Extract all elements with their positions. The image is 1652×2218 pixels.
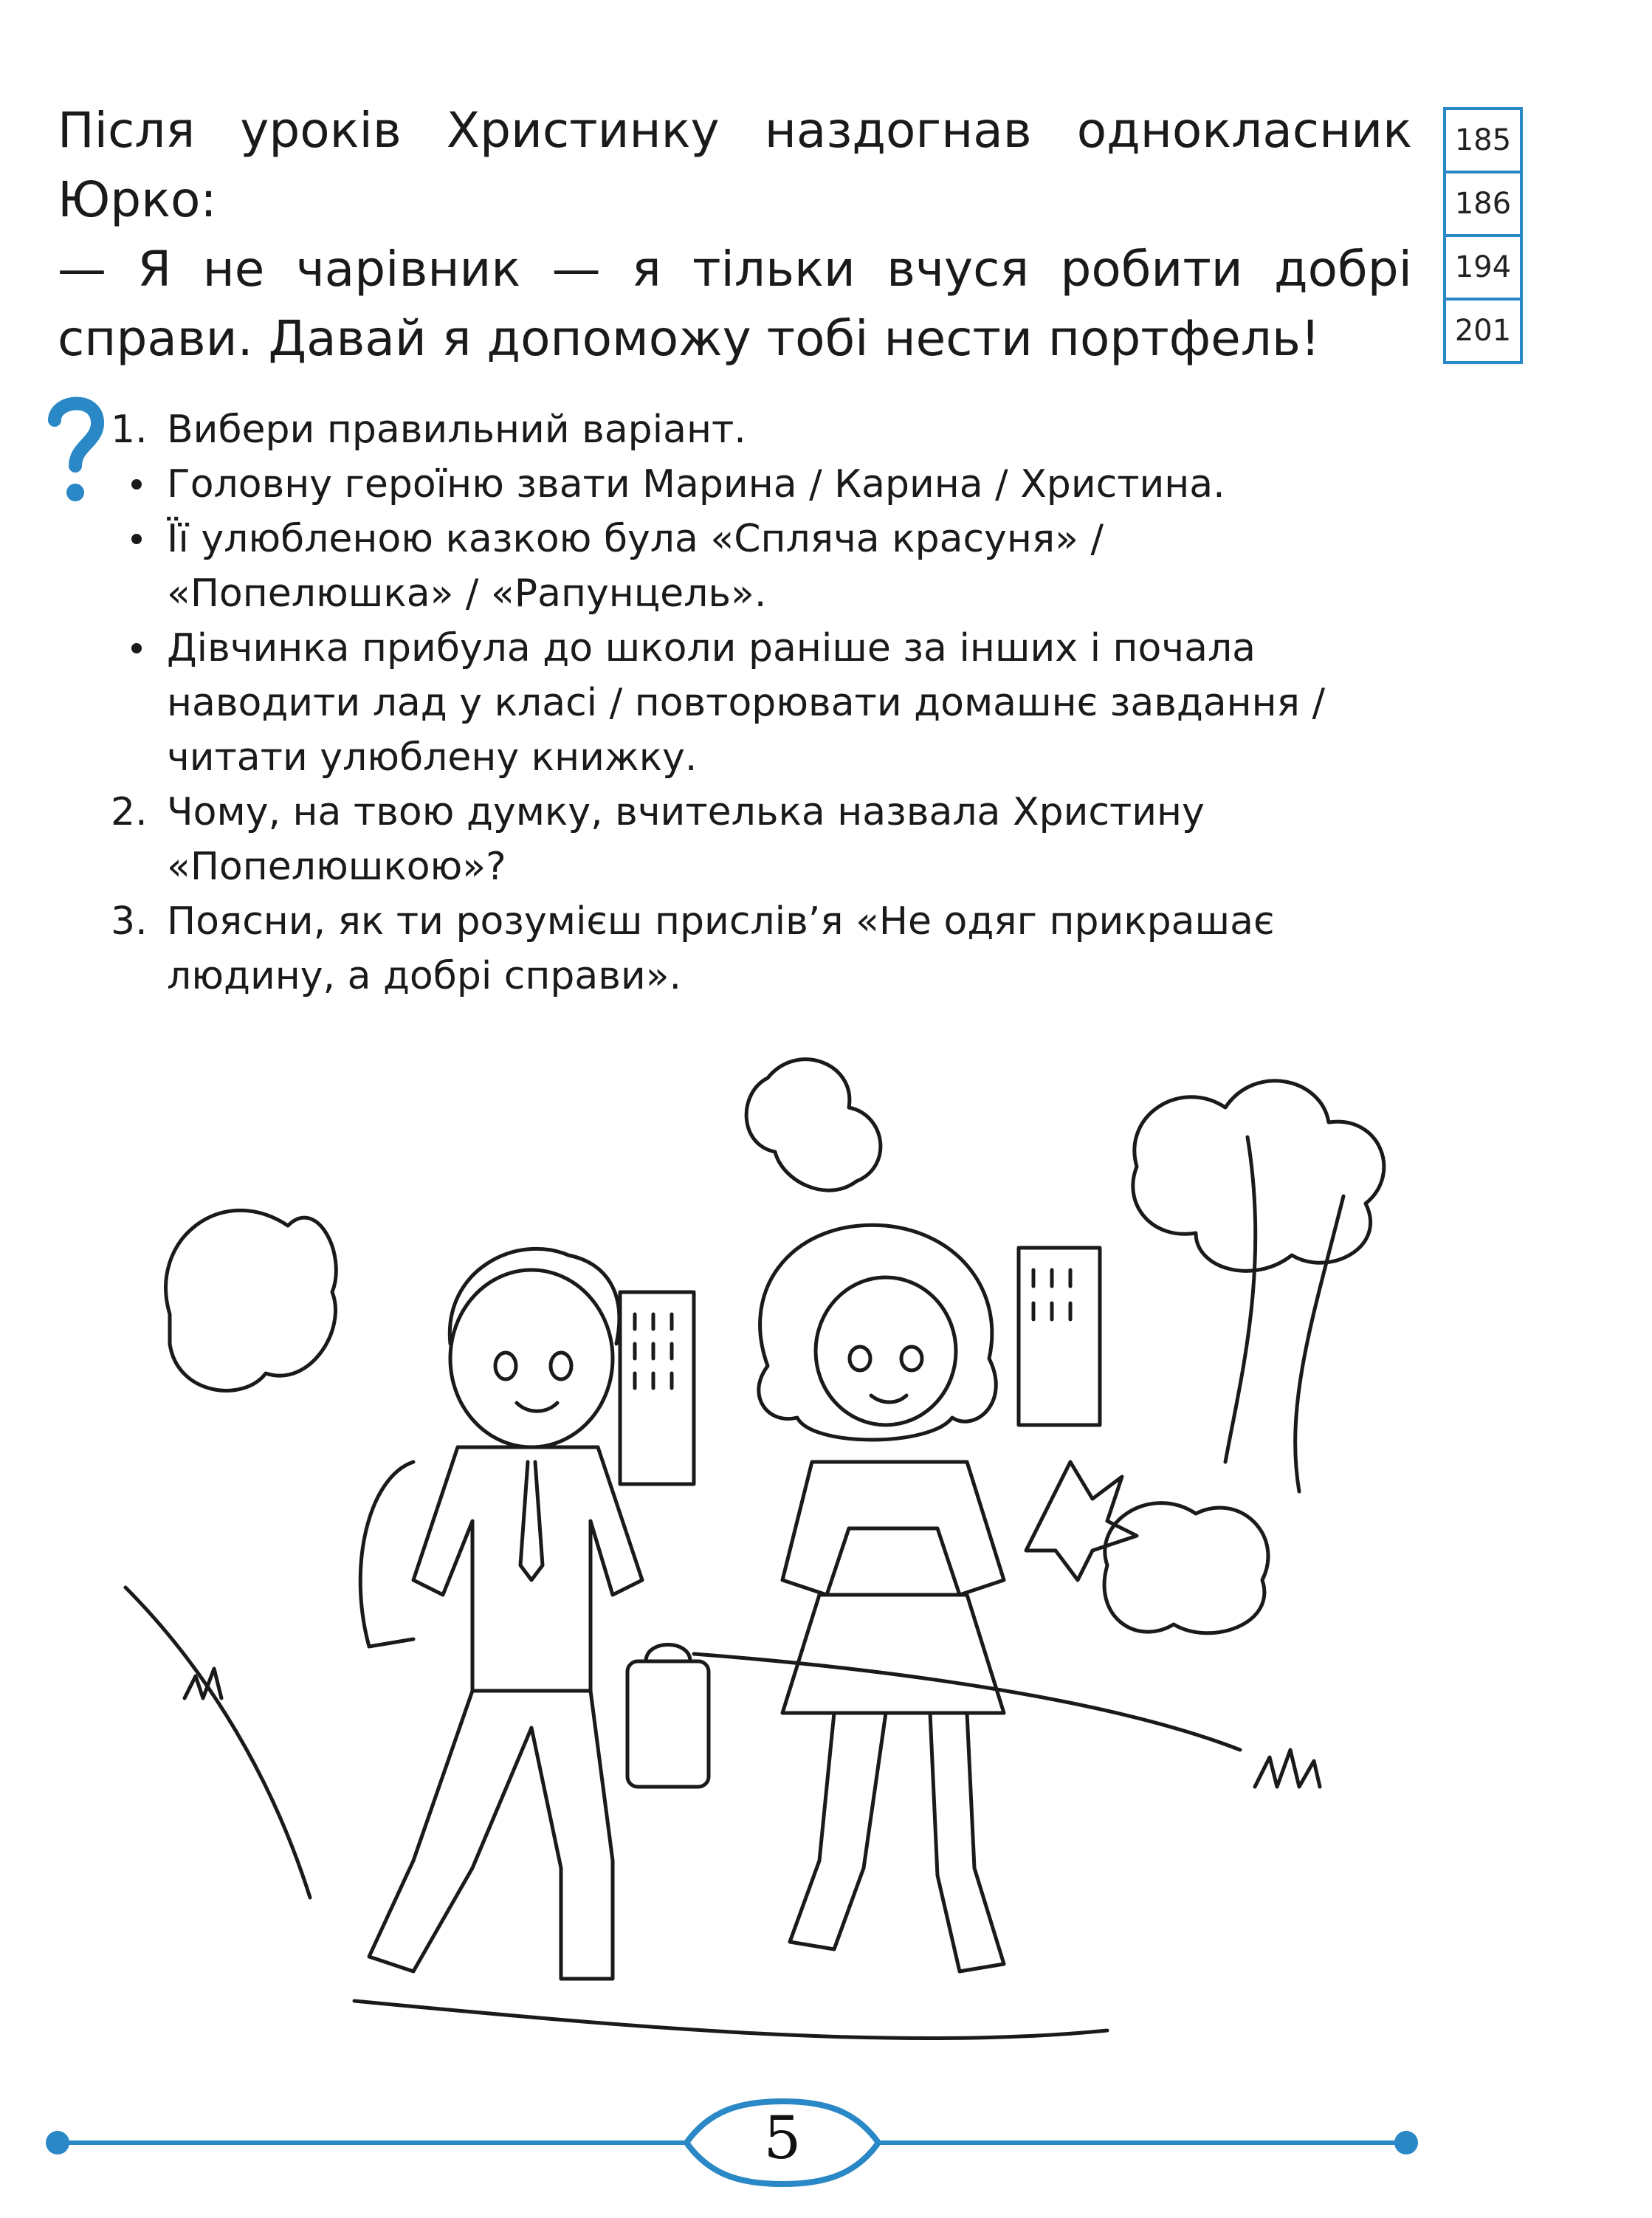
task-text: Чому, на твою думку, вчителька назвала Христину «Попелюшкою»? — [167, 790, 1205, 889]
road-edge — [354, 2001, 1107, 2039]
boy-tie — [520, 1462, 543, 1580]
page-index-cell: 185 — [1446, 110, 1520, 174]
task-1 — [111, 402, 1395, 457]
page-index-cell: 201 — [1454, 314, 1512, 348]
story-line-2: — Я не чарівник — я тільки вчуся робити добрі справи. Давай я допоможу тобі нести портфель! — [58, 241, 1412, 367]
girl-hair — [759, 1225, 996, 1440]
task-3 — [111, 894, 1395, 1003]
option-text: Головну героїню звати Марина / Карина / Христина. — [167, 462, 1225, 507]
task-number: 3. — [111, 899, 148, 944]
tree-foliage — [1133, 1081, 1384, 1271]
girl-figure — [759, 1225, 1137, 1971]
girl-legs — [790, 1713, 1004, 1971]
boy-figure — [360, 1249, 709, 1979]
tree-trunk — [1225, 1137, 1256, 1462]
story-text — [58, 96, 1412, 374]
boy-backpack — [360, 1462, 413, 1647]
page-index-table — [1443, 107, 1523, 364]
boy-head — [450, 1270, 613, 1447]
answer-option — [111, 621, 1395, 785]
story-line-1: Після уроків Христинку наздогнав однокласник Юрко: — [58, 102, 1412, 228]
task-2 — [111, 785, 1395, 894]
question-mark-icon — [46, 395, 105, 506]
road-edge — [125, 1587, 310, 1898]
task-number: 1. — [111, 408, 148, 452]
boy-briefcase — [627, 1661, 709, 1787]
bullet-icon — [131, 479, 142, 490]
answer-option — [111, 512, 1395, 621]
footer-dot-right — [1394, 2131, 1418, 2155]
bullet-icon — [131, 643, 142, 653]
task-text: Вибери правильний варіант. — [167, 408, 746, 452]
footer-dot-left — [46, 2131, 69, 2155]
answer-option — [111, 457, 1395, 512]
page-number: 5 — [763, 2104, 802, 2172]
building — [620, 1292, 694, 1484]
girl-skirt — [782, 1595, 1004, 1713]
boy-legs — [369, 1691, 613, 1979]
grass — [185, 1669, 1320, 1787]
page-index-cell: 194 — [1446, 237, 1520, 301]
girl-jacket — [782, 1462, 1004, 1595]
task-text: Поясни, як ти розумієш прислів’я «Не одяг прикрашає людину, а добрі справи». — [167, 899, 1275, 998]
tree-trunk — [1295, 1196, 1343, 1491]
task-list — [111, 402, 1395, 1003]
coloring-illustration — [0, 1048, 1652, 2097]
bush-right — [1104, 1503, 1268, 1633]
bullet-icon — [131, 534, 142, 544]
option-text: Дівчинка прибула до школи раніше за інших і почала наводити лад у класі / повторювати домашнє завдання / читати улюблену книжку. — [167, 626, 1325, 780]
bush-left — [166, 1210, 337, 1390]
tree-foliage — [746, 1060, 881, 1190]
page-index-cell: 186 — [1446, 174, 1520, 237]
option-text: Її улюбленою казкою була «Спляча красуня» / «Попелюшка» / «Рапунцель». — [167, 517, 1104, 616]
building — [1019, 1248, 1100, 1425]
task-number: 2. — [111, 790, 148, 834]
